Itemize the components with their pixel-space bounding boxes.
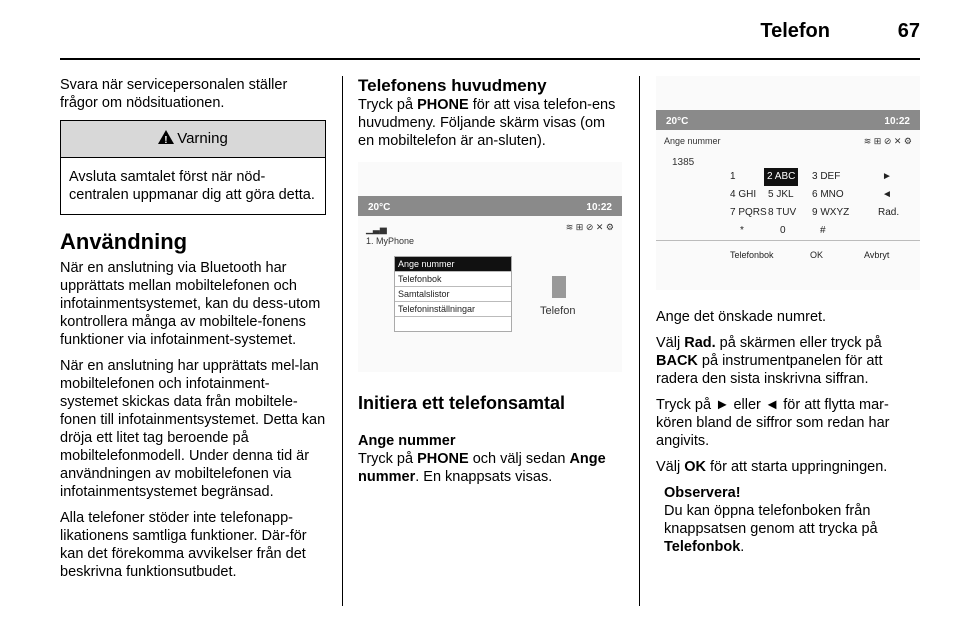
cancel-button[interactable]: Avbryt: [864, 250, 890, 260]
paragraph: Tryck på ► eller ◄ för att flytta mar-kören bland de siffror som redan har angivits.: [656, 397, 890, 449]
paragraph: När en anslutning har upprättats mel-lan mobiltelefonen och infotainment-systemet skickas data från mobiltele-fonen till infotainmentsystemet. Detta kan dröja ett litet tag beroende på mobiltelefonmodell. Under denna tid är användningen av mobiltelefonen via infotainmentsystemet begränsad.: [60, 358, 326, 500]
status-icons: ≋ ⊞ ⊘ ✕ ⚙: [863, 136, 912, 146]
warning-box: [60, 120, 326, 215]
keypad-key[interactable]: 8 TUV: [768, 207, 797, 218]
paragraph: Tryck på PHONE för att visa telefon-ens huvudmeny. Följande skärm visas (om en mobiltelefon är an-sluten).: [358, 97, 616, 149]
menu-item[interactable]: Telefoninställningar: [395, 302, 511, 317]
enter-number-subheading: Ange nummer: [358, 433, 456, 449]
phone-icon-label: Telefon: [540, 305, 576, 317]
keypad-title: Ange nummer: [664, 136, 721, 146]
ok-button[interactable]: OK: [810, 250, 824, 260]
intro-text: Svara när servicepersonalen ställer frågor om nödsituationen.: [60, 77, 288, 111]
delete-key[interactable]: Rad.: [878, 207, 900, 218]
warning-title: Varning: [177, 130, 228, 147]
page-title: Telefon: [760, 20, 830, 42]
header-rule: [60, 58, 920, 60]
note-heading: Observera!: [664, 485, 741, 501]
paragraph: Välj Rad. på skärmen eller tryck på BACK på instrumentpanelen för att radera den sista inskrivna siffran.: [656, 335, 883, 387]
cursor-right-key[interactable]: ►: [882, 171, 892, 182]
phone-icon: [552, 276, 566, 298]
keypad-key[interactable]: 1: [730, 171, 736, 182]
column-2: [358, 76, 622, 494]
keypad-key[interactable]: 3 DEF: [812, 171, 841, 182]
keypad-key[interactable]: 2 ABC: [764, 168, 798, 186]
keypad-key[interactable]: *: [740, 225, 744, 236]
keypad-key[interactable]: 9 WXYZ: [812, 207, 850, 218]
screen-time: 10:22: [884, 116, 910, 127]
warning-heading: [61, 121, 325, 158]
section-title: Användning: [60, 229, 188, 254]
menu-item[interactable]: Samtalslistor: [395, 287, 511, 302]
column-3: [656, 76, 922, 556]
status-icons: ≋ ⊞ ⊘ ✕ ⚙: [565, 222, 614, 232]
paragraph: Alla telefoner stöder inte telefonapp-likationens samtliga funktioner. Där-för kan det förekomma avvikelser från det beskrivna funktionsutbudet.: [60, 510, 307, 580]
device-name: 1. MyPhone: [366, 236, 415, 246]
keypad-key[interactable]: 0: [780, 225, 786, 236]
warning-body: Avsluta samtalet först när nöd-centralen uppmanar dig att göra detta.: [69, 169, 315, 203]
screen-time: 10:22: [586, 202, 612, 213]
keypad-key[interactable]: 5 JKL: [768, 189, 794, 200]
keypad-key[interactable]: 4 GHI: [730, 189, 757, 200]
paragraph: Tryck på PHONE och välj sedan Ange nummer. En knappsats visas.: [358, 451, 606, 485]
note-text: Du kan öppna telefonboken från knappsatsen genom att trycka på Telefonbok.: [664, 503, 878, 555]
keypad-key[interactable]: 6 MNO: [812, 189, 844, 200]
keypad-key[interactable]: #: [820, 225, 826, 236]
note-box: [656, 484, 922, 556]
page-number: 67: [897, 20, 920, 42]
phone-main-menu-screenshot: [358, 162, 622, 372]
phone-menu-list: [394, 256, 512, 332]
screen-temperature: 20°C: [368, 202, 391, 213]
entered-number: 1385: [672, 157, 695, 168]
signal-icon: ▁▃▅: [366, 224, 387, 234]
paragraph: Ange det önskade numret.: [656, 309, 827, 325]
phonebook-button[interactable]: Telefonbok: [730, 250, 774, 260]
screen-temperature: 20°C: [666, 116, 689, 127]
menu-item[interactable]: Ange nummer: [395, 257, 511, 272]
keypad-screenshot: [656, 76, 920, 290]
warning-icon: [158, 130, 174, 144]
menu-item[interactable]: Telefonbok: [395, 272, 511, 287]
cursor-left-key[interactable]: ◄: [882, 189, 892, 200]
paragraph: Välj OK för att starta uppringningen.: [656, 459, 888, 475]
page-header: [60, 14, 920, 44]
column-divider: [342, 76, 343, 606]
initiate-call-heading: Initiera ett telefonsamtal: [358, 393, 566, 413]
main-menu-heading: Telefonens huvudmeny: [358, 76, 547, 95]
keypad-key[interactable]: 7 PQRS: [730, 207, 767, 218]
column-1: [60, 76, 326, 589]
column-divider: [639, 76, 640, 606]
paragraph: När en anslutning via Bluetooth har upprättats mellan mobiltelefonen och infotainmentsystemet, kan du dess-utom kontrollera många av mobiltele-fonens funktioner via infotainment-systemet.: [60, 260, 321, 348]
